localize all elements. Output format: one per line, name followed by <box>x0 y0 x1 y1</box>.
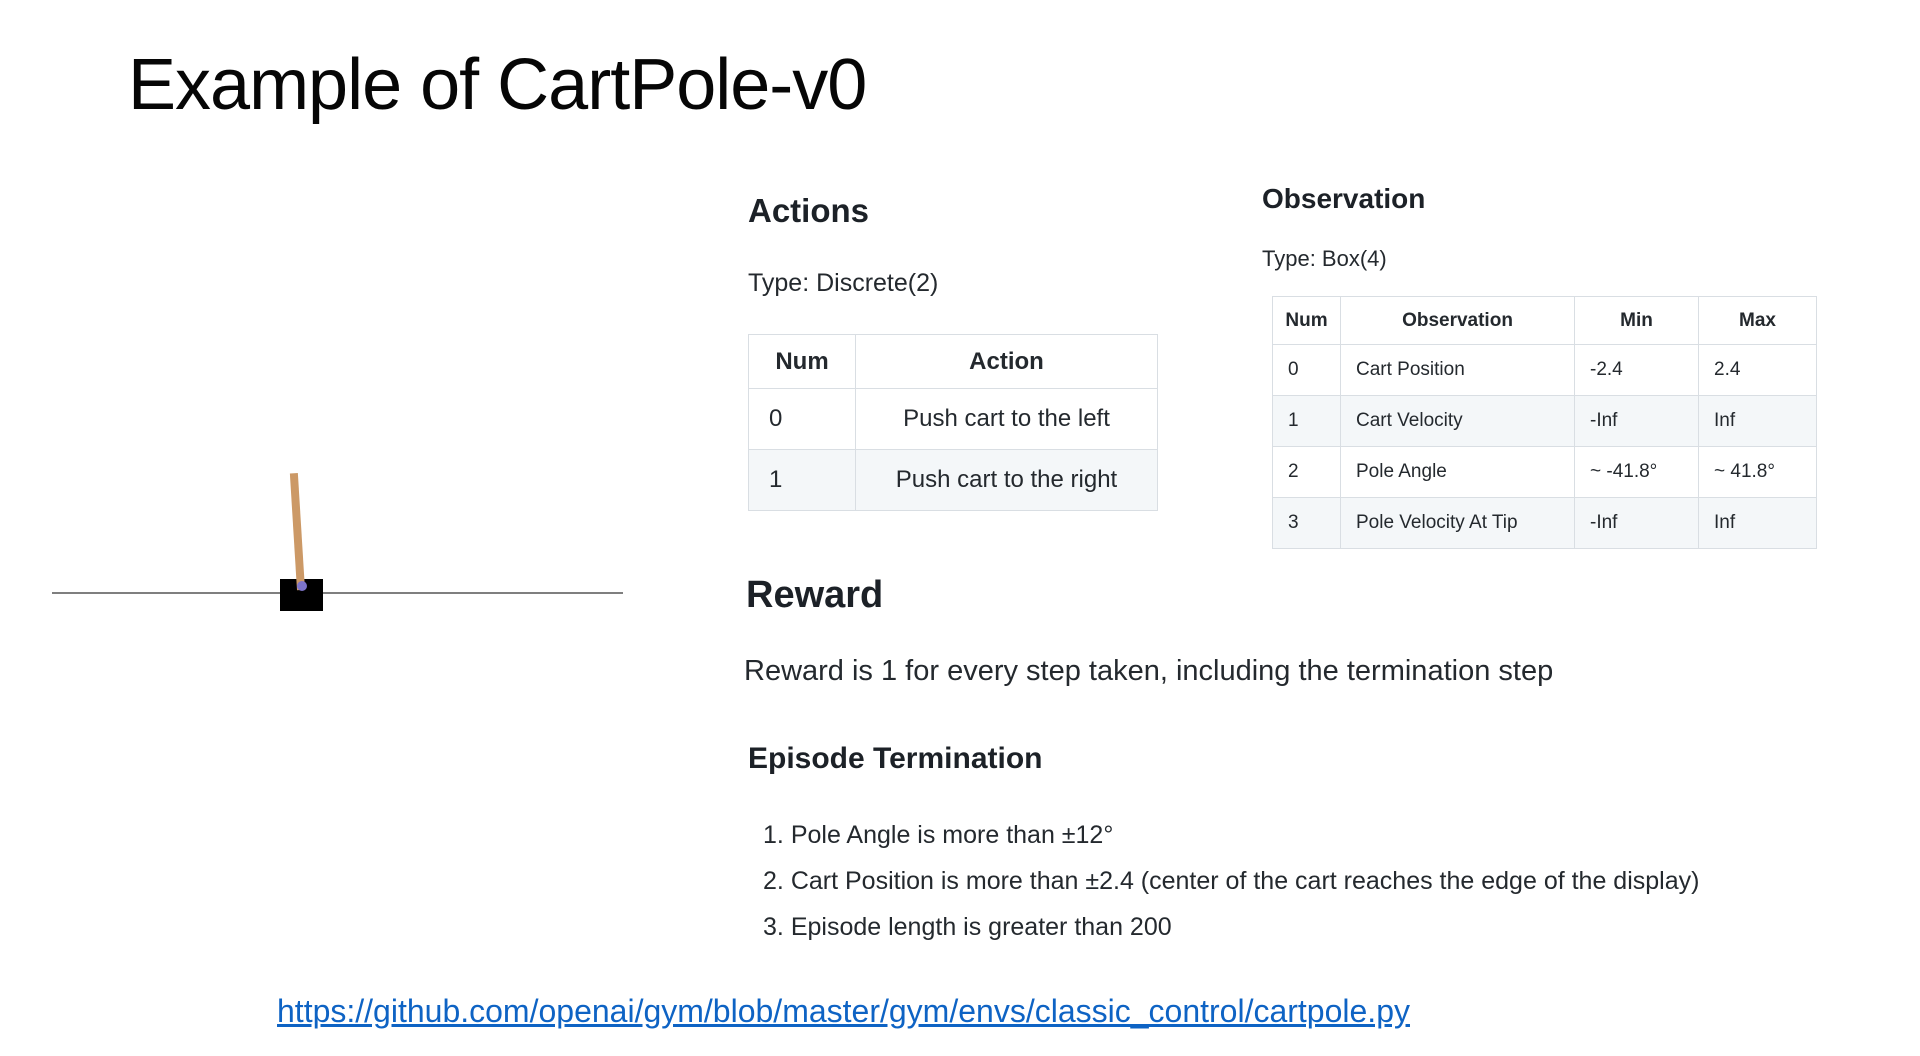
table-cell: 2 <box>1273 447 1341 498</box>
table-row <box>749 389 1158 450</box>
actions-table <box>748 334 1158 511</box>
table-row <box>1273 396 1817 447</box>
column-header: Num <box>1273 297 1341 345</box>
list-item: Pole Angle is more than ±12° <box>790 821 1114 849</box>
column-header: Action <box>856 335 1158 389</box>
table-row <box>1273 447 1817 498</box>
page-title: Example of CartPole-v0 <box>128 45 867 125</box>
reward-heading: Reward <box>746 574 884 616</box>
table-cell: Push cart to the right <box>856 450 1158 511</box>
table-cell: Push cart to the left <box>856 389 1158 450</box>
source-link[interactable]: https://github.com/openai/gym/blob/master/gym/envs/classic_control/cartpole.py <box>277 993 1410 1029</box>
table-cell: -Inf <box>1575 396 1699 447</box>
table-header-row <box>749 335 1158 389</box>
episode-termination-heading: Episode Termination <box>748 742 1043 775</box>
table-row <box>1273 345 1817 396</box>
table-row <box>1273 498 1817 549</box>
table-cell: 1 <box>1273 396 1341 447</box>
table-cell: 0 <box>1273 345 1341 396</box>
column-header: Min <box>1575 297 1699 345</box>
cartpole-pole <box>290 473 305 590</box>
table-cell: Pole Angle <box>1341 447 1575 498</box>
table-cell: -Inf <box>1575 498 1699 549</box>
list-item: Episode length is greater than 200 <box>790 913 1172 941</box>
cartpole-track <box>52 592 623 594</box>
table-cell: Cart Position <box>1341 345 1575 396</box>
table-header-row <box>1273 297 1817 345</box>
column-header: Max <box>1699 297 1817 345</box>
table-cell: Pole Velocity At Tip <box>1341 498 1575 549</box>
table-cell: ~ 41.8° <box>1699 447 1817 498</box>
table-cell: 2.4 <box>1699 345 1817 396</box>
column-header: Num <box>749 335 856 389</box>
table-cell: 0 <box>749 389 856 450</box>
table-cell: Inf <box>1699 498 1817 549</box>
column-header: Observation <box>1341 297 1575 345</box>
table-cell: ~ -41.8° <box>1575 447 1699 498</box>
observation-type-label: Type: Box(4) <box>1262 246 1387 271</box>
actions-type-label: Type: Discrete(2) <box>748 269 939 297</box>
cartpole-axle-icon <box>297 581 307 591</box>
observation-table <box>1272 296 1817 549</box>
episode-termination-list <box>763 812 1699 950</box>
table-cell: Cart Velocity <box>1341 396 1575 447</box>
table-cell: -2.4 <box>1575 345 1699 396</box>
table-cell: Inf <box>1699 396 1817 447</box>
list-item: Cart Position is more than ±2.4 (center of the cart reaches the edge of the display) <box>790 867 1700 895</box>
observation-heading: Observation <box>1262 183 1426 214</box>
table-cell: 3 <box>1273 498 1341 549</box>
reward-text: Reward is 1 for every step taken, including the termination step <box>744 655 1554 687</box>
actions-heading: Actions <box>748 192 870 229</box>
table-row <box>749 450 1158 511</box>
table-cell: 1 <box>749 450 856 511</box>
